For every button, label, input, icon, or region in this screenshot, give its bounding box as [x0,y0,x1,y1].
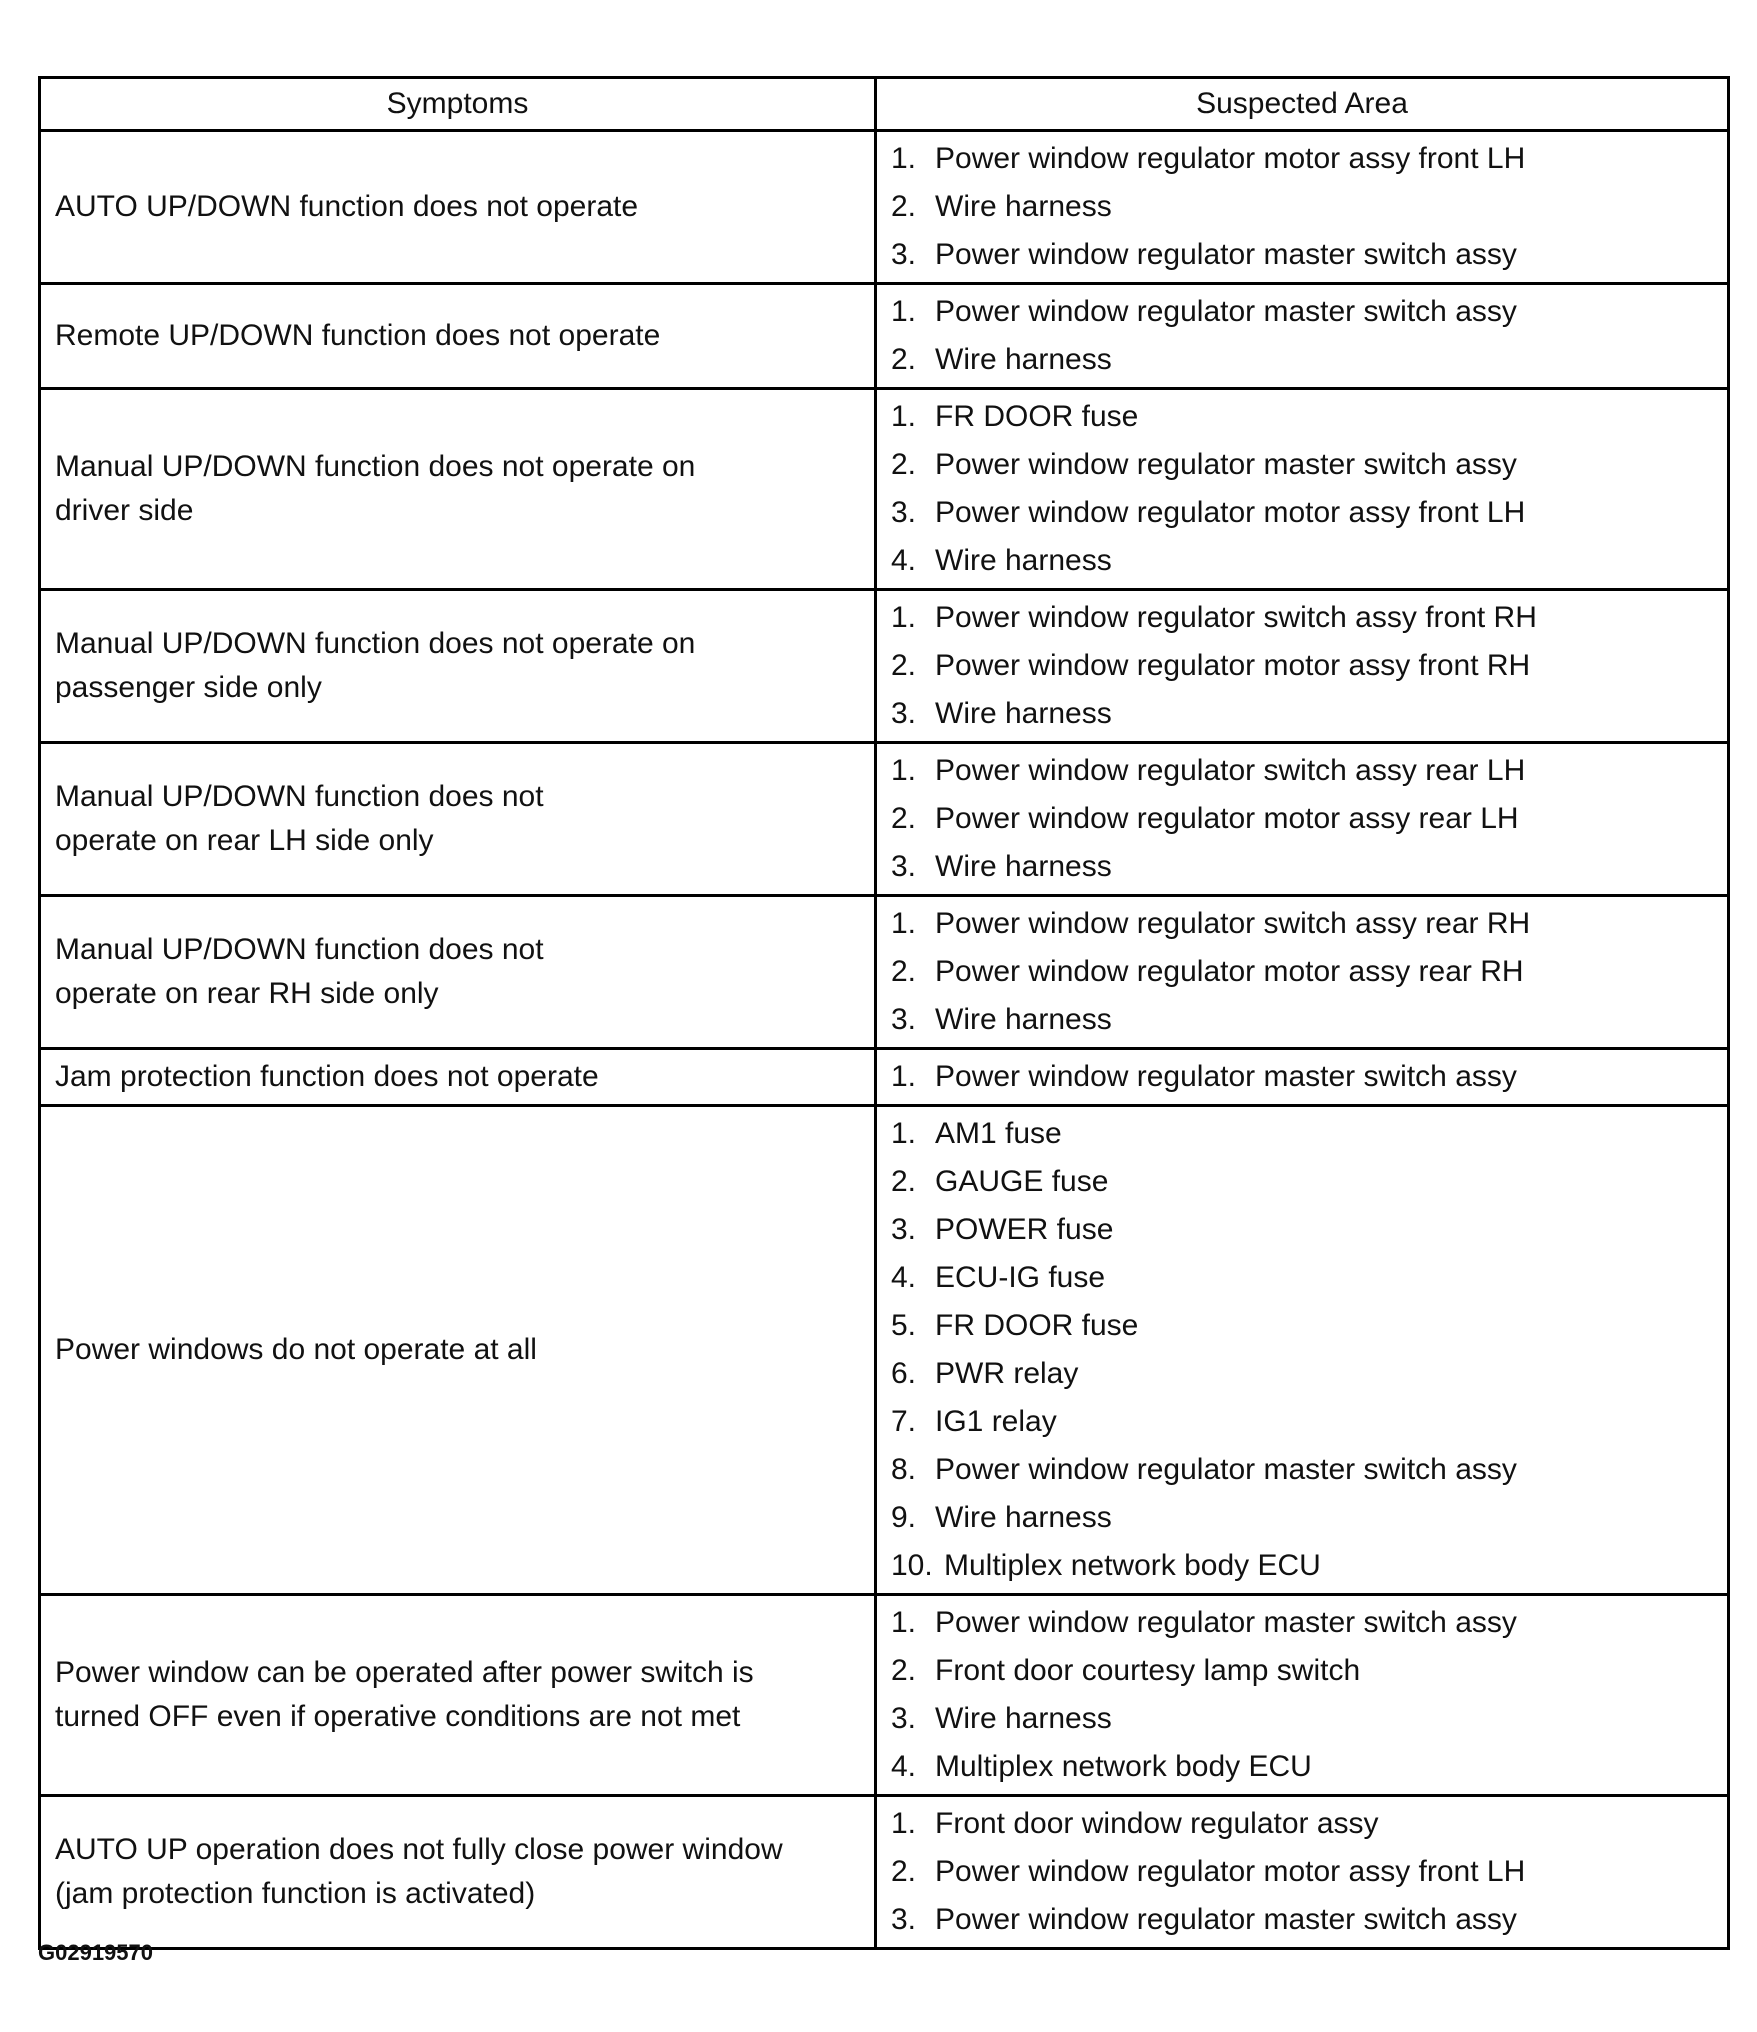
suspected-area-item [891,183,1717,231]
suspected-area-text: Power window regulator switch assy rear RH [935,907,1531,940]
list-item-number: 2. [891,1855,917,1888]
suspected-area-list [891,288,1717,384]
table-row [40,1106,1729,1595]
suspected-area-text: FR DOOR fuse [935,400,1139,433]
suspected-area-item [891,1695,1717,1743]
suspected-area-item [891,1848,1717,1896]
suspected-area-list [891,1800,1717,1944]
suspected-area-text: ECU-IG fuse [935,1261,1106,1294]
list-item-number: 5. [891,1309,917,1342]
list-item-number: 1. [891,1060,917,1093]
list-item-number: 9. [891,1501,917,1534]
list-item-number: 2. [891,1165,917,1198]
suspected-area-item [891,690,1717,738]
suspected-area-text: Wire harness [935,850,1112,883]
figure-id: G02919570 [38,1940,153,1965]
suspected-area-text: POWER fuse [935,1213,1114,1246]
suspected-area-cell [876,896,1729,1049]
suspected-area-cell [876,1049,1729,1106]
suspected-area-cell [876,1106,1729,1595]
list-item-number: 3. [891,1903,917,1936]
suspected-area-list [891,1053,1717,1101]
suspected-area-item [891,1158,1717,1206]
suspected-area-item [891,642,1717,690]
table-row [40,131,1729,284]
suspected-area-item [891,747,1717,795]
table-row [40,1049,1729,1106]
list-item-number: 3. [891,1213,917,1246]
suspected-area-text: PWR relay [935,1357,1079,1390]
list-item-number: 1. [891,754,917,787]
list-item-number: 1. [891,142,917,175]
list-item-number: 7. [891,1405,917,1438]
suspected-area-text: Front door courtesy lamp switch [935,1654,1361,1687]
suspected-area-text: GAUGE fuse [935,1165,1109,1198]
suspected-area-text: Power window regulator master switch assy [935,1060,1517,1093]
suspected-area-item [891,537,1717,585]
list-item-number: 2. [891,649,917,682]
suspected-area-cell [876,590,1729,743]
list-item-number: 2. [891,448,917,481]
list-item-number: 1. [891,907,917,940]
suspected-area-cell [876,1796,1729,1949]
symptom-cell: Manual UP/DOWN function does not operate on passenger side only [40,590,876,743]
suspected-area-item [891,489,1717,537]
list-item-number: 4. [891,1261,917,1294]
list-item-number: 3. [891,496,917,529]
suspected-area-item [891,1896,1717,1944]
suspected-area-list [891,135,1717,279]
suspected-area-cell [876,131,1729,284]
troubleshooting-table [38,76,1730,1950]
suspected-area-cell [876,389,1729,590]
suspected-area-text: Power window regulator motor assy front LH [935,1855,1526,1888]
list-item-number: 2. [891,343,917,376]
list-item-number: 2. [891,190,917,223]
suspected-area-text: Multiplex network body ECU [944,1549,1321,1582]
suspected-area-list [891,393,1717,585]
suspected-area-text: Power window regulator master switch assy [935,1453,1517,1486]
troubleshooting-table-wrapper [38,76,1727,1950]
suspected-area-list [891,747,1717,891]
symptom-cell: Manual UP/DOWN function does not operate on rear RH side only [40,896,876,1049]
symptom-cell: Jam protection function does not operate [40,1049,876,1106]
suspected-area-text: Power window regulator switch assy rear LH [935,754,1526,787]
list-item-number: 1. [891,1807,917,1840]
list-item-number: 1. [891,1606,917,1639]
suspected-area-item [891,1647,1717,1695]
suspected-area-text: Wire harness [935,190,1112,223]
suspected-area-item [891,441,1717,489]
suspected-area-item [891,1053,1717,1101]
table-row [40,1796,1729,1949]
suspected-area-cell [876,743,1729,896]
list-item-number: 3. [891,1003,917,1036]
suspected-area-item [891,1800,1717,1848]
list-item-number: 3. [891,238,917,271]
suspected-area-item [891,1254,1717,1302]
suspected-area-text: Power window regulator master switch assy [935,238,1517,271]
suspected-area-item [891,393,1717,441]
symptom-cell: AUTO UP operation does not fully close power window (jam protection function is activated) [40,1796,876,1949]
table-row [40,743,1729,896]
suspected-area-text: IG1 relay [935,1405,1057,1438]
suspected-area-text: Power window regulator motor assy front LH [935,142,1526,175]
suspected-area-item [891,1398,1717,1446]
suspected-area-text: AM1 fuse [935,1117,1062,1150]
list-item-number: 2. [891,1654,917,1687]
suspected-area-item [891,1599,1717,1647]
suspected-area-item [891,1206,1717,1254]
suspected-area-cell [876,1595,1729,1796]
list-item-number: 1. [891,400,917,433]
suspected-area-item [891,135,1717,183]
suspected-area-text: Power window regulator motor assy rear RH [935,955,1524,988]
symptom-cell: Power window can be operated after power switch is turned OFF even if operative conditions are not met [40,1595,876,1796]
table-row [40,284,1729,389]
suspected-area-text: Wire harness [935,1501,1112,1534]
list-item-number: 2. [891,802,917,835]
symptom-cell: Manual UP/DOWN function does not operate on rear LH side only [40,743,876,896]
table-row [40,1595,1729,1796]
suspected-area-item [891,288,1717,336]
header-suspected-area: Suspected Area [876,78,1729,131]
header-symptoms: Symptoms [40,78,876,131]
suspected-area-item [891,1110,1717,1158]
suspected-area-text: Power window regulator switch assy front RH [935,601,1537,634]
suspected-area-item [891,1302,1717,1350]
suspected-area-list [891,1599,1717,1791]
suspected-area-text: Front door window regulator assy [935,1807,1379,1840]
list-item-number: 8. [891,1453,917,1486]
suspected-area-text: Wire harness [935,1702,1112,1735]
suspected-area-item [891,1743,1717,1791]
list-item-number: 1. [891,1117,917,1150]
table-row [40,896,1729,1049]
suspected-area-text: FR DOOR fuse [935,1309,1139,1342]
suspected-area-list [891,900,1717,1044]
suspected-area-text: Wire harness [935,343,1112,376]
suspected-area-text: Wire harness [935,1003,1112,1036]
list-item-number: 4. [891,1750,917,1783]
suspected-area-text: Power window regulator motor assy rear LH [935,802,1519,835]
suspected-area-text: Power window regulator master switch assy [935,448,1517,481]
table-header-row [40,78,1729,131]
suspected-area-item [891,231,1717,279]
suspected-area-item [891,900,1717,948]
symptom-cell: Manual UP/DOWN function does not operate on driver side [40,389,876,590]
suspected-area-list [891,594,1717,738]
suspected-area-text: Power window regulator motor assy front RH [935,649,1531,682]
suspected-area-item [891,1446,1717,1494]
table-row [40,389,1729,590]
suspected-area-text: Power window regulator motor assy front LH [935,496,1526,529]
list-item-number: 6. [891,1357,917,1390]
list-item-number: 1. [891,601,917,634]
table-body [40,131,1729,1949]
suspected-area-text: Multiplex network body ECU [935,1750,1312,1783]
suspected-area-text: Wire harness [935,544,1112,577]
suspected-area-item [891,336,1717,384]
suspected-area-text: Wire harness [935,697,1112,730]
suspected-area-item [891,843,1717,891]
suspected-area-text: Power window regulator master switch assy [935,1606,1517,1639]
suspected-area-item [891,996,1717,1044]
list-item-number: 10. [891,1549,933,1582]
suspected-area-item [891,795,1717,843]
suspected-area-list [891,1110,1717,1590]
suspected-area-item [891,948,1717,996]
list-item-number: 3. [891,1702,917,1735]
list-item-number: 3. [891,850,917,883]
list-item-number: 4. [891,544,917,577]
symptom-cell: Remote UP/DOWN function does not operate [40,284,876,389]
symptom-cell: AUTO UP/DOWN function does not operate [40,131,876,284]
suspected-area-text: Power window regulator master switch assy [935,295,1517,328]
suspected-area-text: Power window regulator master switch assy [935,1903,1517,1936]
suspected-area-cell [876,284,1729,389]
suspected-area-item [891,1494,1717,1542]
list-item-number: 1. [891,295,917,328]
table-row [40,590,1729,743]
list-item-number: 3. [891,697,917,730]
suspected-area-item [891,594,1717,642]
symptom-cell: Power windows do not operate at all [40,1106,876,1595]
suspected-area-item [891,1350,1717,1398]
list-item-number: 2. [891,955,917,988]
suspected-area-item [891,1542,1717,1590]
